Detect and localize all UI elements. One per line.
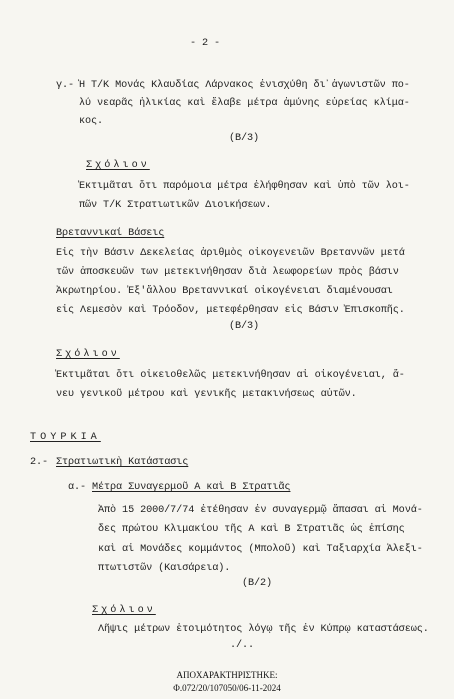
turkey-sub-marker: α.- — [68, 482, 87, 493]
section-g-marker: γ.- — [56, 80, 75, 91]
section-g-comment-line-2: πῶν Τ/Κ Στρατιωτικῶν Διοικήσεων. — [79, 200, 272, 211]
section-g-ref: (Β/3) — [229, 133, 260, 144]
section-g-line-1: Ἡ Τ/Κ Μονάς Κλαυδίας Λάρνακος ἐνισχύθη δι᾽ἀγωνιστῶν πο- — [79, 80, 410, 91]
section-g-comment-line-1: Ἐκτιμᾶται ὅτι παρόμοια μέτρα ἐλήφθησαν καὶ ὑπὸ τῶν λοι- — [79, 181, 410, 192]
british-ref: (Β/3) — [229, 321, 260, 332]
british-line-4: εἰς Λεμεσὸν καὶ Τρόοδον, μετεφέρθησαν εἰς Βάσιν Ἐπισκοπῆς. — [56, 305, 405, 316]
turkey-comment-line-1: Λῆψις μέτρων ἑτοιμότητος λόγῳ τῆς ἐν Κύπρῳ καταστάσεως. — [98, 624, 429, 635]
british-bases-title: Βρεταννικαί Βάσεις — [56, 228, 165, 239]
british-line-2: τῶν ἀποσκευῶν των μετεκινήθησαν διὰ λεωφορείων πρὸς βάσιν — [56, 267, 399, 278]
page-number: - 2 - — [190, 38, 221, 49]
british-comment-line-2: νευ γενικοῦ μέτρου καὶ γενικῆς μετακινήσεως αὐτῶν. — [56, 389, 357, 400]
section-g-comment-title: Σχόλιον — [86, 160, 150, 171]
turkey-line-2: δες πρώτου Κλιμακίου τῆς Α καὶ Β Στρατιᾶς ὡς ἐπίσης — [98, 524, 405, 535]
turkey-item-title: Στρατιωτικὴ Κατάστασις — [56, 457, 189, 468]
british-comment-title: Σχόλιον — [56, 349, 120, 360]
turkey-line-1: Ἀπὸ 15 2000/7/74 ἐτέθησαν ἐν συναγερμῷ ἅπασαι αἱ Μονά- — [98, 505, 423, 516]
turkey-ref: (Β/2) — [242, 578, 273, 589]
section-g-line-2: λύ νεαρᾶς ἡλικίας καὶ ἔλαβε μέτρα ἀμύνης εὐρείας κλίμα- — [79, 98, 410, 109]
continuation-mark: ./.. — [230, 640, 255, 651]
british-comment-line-1: Ἐκτιμᾶται ὅτι οἰκειοθελῶς μετεκινήθησαν αἱ οἰκογένειαι, ἄ- — [56, 370, 405, 381]
turkey-line-3: καὶ αἱ Μονάδες κομμάντος (Μπολοῦ) καὶ Ταξιαρχία Ἀλεξι- — [98, 544, 423, 555]
turkey-item-number: 2.- — [30, 457, 49, 468]
declassification-stamp-line-2: Φ.072/20/107050/06-11-2024 — [173, 683, 281, 693]
turkey-heading: ΤΟΥΡΚΙΑ — [30, 432, 101, 443]
british-line-1: Εἰς τὴν Βάσιν Δεκελείας ἀριθμὸς οἰκογενειῶν Βρεταννῶν μετά — [56, 248, 405, 259]
british-line-3: Ἀκρωτηρίου. Ἐξ'ἄλλου Βρεταννικαί οἰκογένειαι διαμένουσαι — [56, 286, 393, 297]
turkey-comment-title: Σχόλιον — [92, 605, 156, 616]
turkey-line-4: πτωτιστῶν (Καισάρεια). — [98, 563, 231, 574]
section-g-line-3: κος. — [79, 116, 104, 127]
declassification-stamp-line-1: ΑΠΟΧΑΡΑΚΤΗΡΙΣΤΗΚΕ: — [176, 670, 278, 680]
turkey-sub-title: Μέτρα Συναγερμοῦ Α καὶ Β Στρατιᾶς — [92, 482, 291, 493]
